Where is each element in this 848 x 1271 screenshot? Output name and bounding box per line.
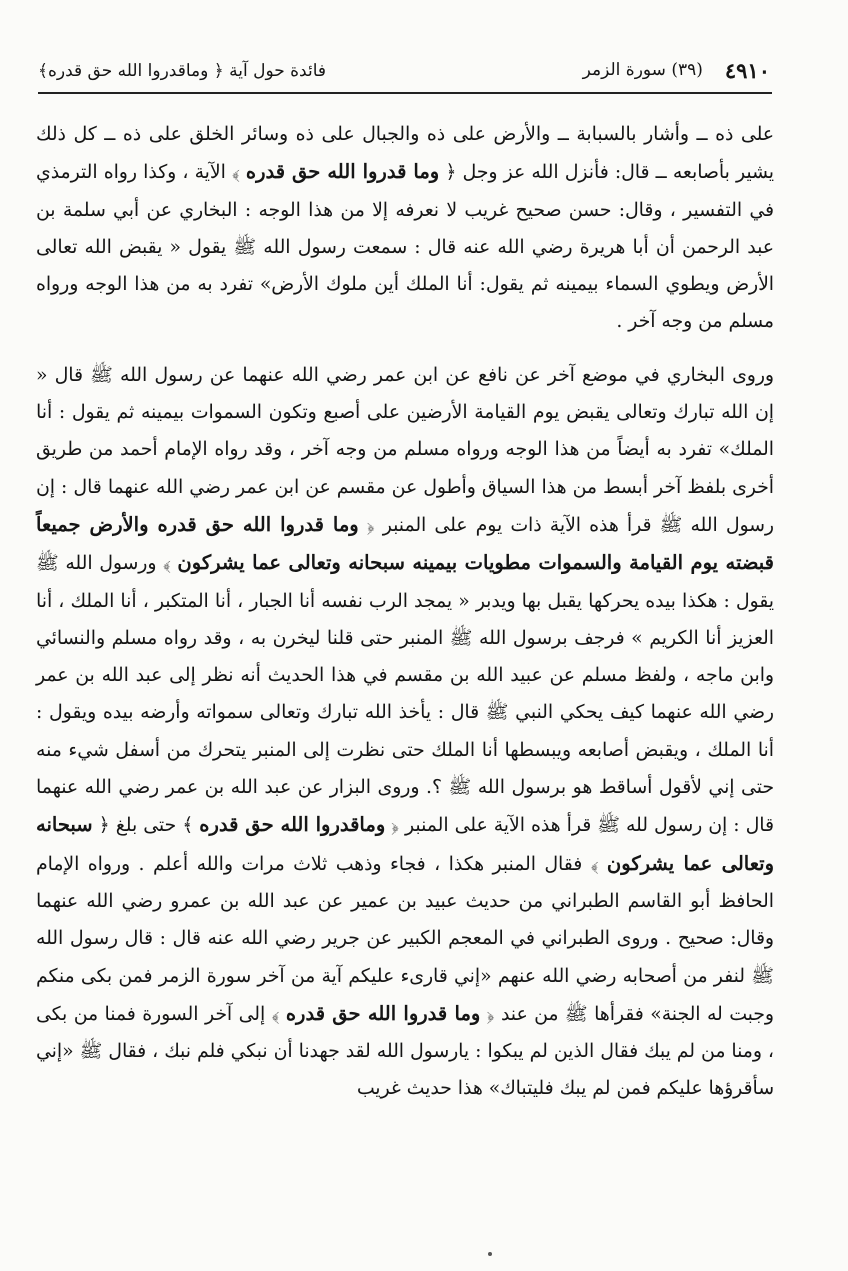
quran-verse: وما قدروا الله حق قدره bbox=[245, 160, 440, 184]
text-run: ﴾ فقال المنبر هكذا ، فجاء وذهب ثلاث مرات والله أعلم . ورواه الإمام الحافظ أبو القاسم الطبراني من حديث عبيد بن عمير عن عبد الله بن عمرو رضي الله عنهما وقال: صحيح . وروى الطبراني في المعجم الكبير عن جرير رضي الله عنه قال : قال رسول الله ﷺ لنفر من أصحابه رضي الله عنهم «إني قارىء عليكم آية من آخر سورة الزمر فمن بكى منكم وجبت له الجنة» فقرأها ﷺ من عند ﴿ bbox=[36, 853, 774, 1025]
section-topic: فائدة حول آية ﴿ وماقدروا الله حق قدره﴾ bbox=[38, 60, 327, 81]
body-text bbox=[36, 116, 774, 1108]
quran-verse: سبحانه وتعالى عما يشركون bbox=[36, 813, 774, 875]
paragraph bbox=[36, 116, 774, 341]
surah-title: (٣٩) سورة الزمر bbox=[582, 60, 703, 80]
text-run: وروى البخاري في موضع آخر عن نافع عن ابن عمر رضي الله عنهما عن رسول الله ﷺ قال « إن الله تبارك وتعالى يقبض يوم القيامة الأرضين على أصبع وتكون السموات بيمينه ثم يقول : أنا الملك» تفرد به أيضاً من هذا الوجه ورواه مسلم من وجه آخر ، وقد رواه الإمام أحمد من طريق أخرى بلفظ آخر أبسط من هذا السياق وأطول عن مقسم عن ابن عمر رضي الله عنهما قال : إن رسول الله ﷺ قرأ هذه الآية ذات يوم على المنبر ﴿ bbox=[36, 364, 774, 536]
running-header bbox=[38, 56, 770, 84]
page-number: ٤٩١٠ bbox=[724, 57, 770, 83]
text-run: على ذه ــ وأشار بالسبابة ــ والأرض على ذه والجبال على ذه وسائر الخلق على ذه ــ كل ذلك يشير بأصابعه ــ قال: فأنزل الله عز وجل ﴿ bbox=[36, 124, 774, 184]
page-mark bbox=[488, 1252, 492, 1256]
paragraph bbox=[36, 357, 774, 1108]
quran-verse: وماقدروا الله حق قدره bbox=[199, 813, 386, 837]
quran-verse: وما قدروا الله حق قدره والأرض جميعاً قبضته يوم القيامة والسموات مطويات بيمينه سبحانه وتعالى عما يشركون bbox=[36, 512, 774, 575]
text-run: ﴾ الآية ، وكذا رواه الترمذي في التفسير ، وقال: حسن صحيح غريب لا نعرفه إلا من هذا الوجه : البخاري عن أبي سلمة بن عبد الرحمن أن أبا هريرة رضي الله عنه قال : سمعت رسول الله ﷺ يقول « يقبض الله تعالى الأرض ويطوي السماء بيمينه ثم يقول: أنا الملك أين ملوك الأرض» تفرد به من هذا الوجه ورواه مسلم من وجه آخر . bbox=[36, 162, 774, 333]
text-run: ﴾ إلى آخر السورة فمنا من بكى ، ومنا من لم يبك فقال الذين لم يبكوا : يارسول الله لقد جهدنا أن نبكي فلم نبك ، فقال ﷺ «إني سأقرؤها عليكم فمن لم يبك فليتباك» هذا حديث غريب bbox=[36, 1003, 774, 1100]
header-divider bbox=[38, 92, 772, 94]
quran-verse: وما قدروا الله حق قدره bbox=[285, 1001, 481, 1025]
text-run: ﴾ حتى بلغ ﴿ bbox=[92, 815, 200, 837]
text-run: ﴾ ورسول الله ﷺ يقول : هكذا بيده يحركها يقبل بها ويدبر « يمجد الرب نفسه أنا الجبار ، أنا المتكبر ، أنا الملك ، أنا العزيز أنا الكريم » فرجف برسول الله ﷺ المنبر حتى قلنا ليخرن به ، وقد رواه مسلم والنسائي وابن ماجه ، ولفظ مسلم عن عبيد الله بن مقسم في هذا الحديث أنه نظر إلى عبد الله بن عمر رضي الله عنهما كيف يحكي النبي ﷺ قال : يأخذ الله تبارك وتعالى سمواته وأرضه بيده ويقول : أنا الملك ، ويقبض أصابعه ويبسطها أنا الملك حتى نظرت إلى المنبر يتحرك من أسفل شيء منه حتى إني لأقول أساقط هو برسول الله ﷺ ؟. وروى البزار عن عبد الله بن عمر رضي الله عنهما قال : إن رسول لله ﷺ قرأ هذه الآية على المنبر ﴿ bbox=[36, 553, 774, 837]
